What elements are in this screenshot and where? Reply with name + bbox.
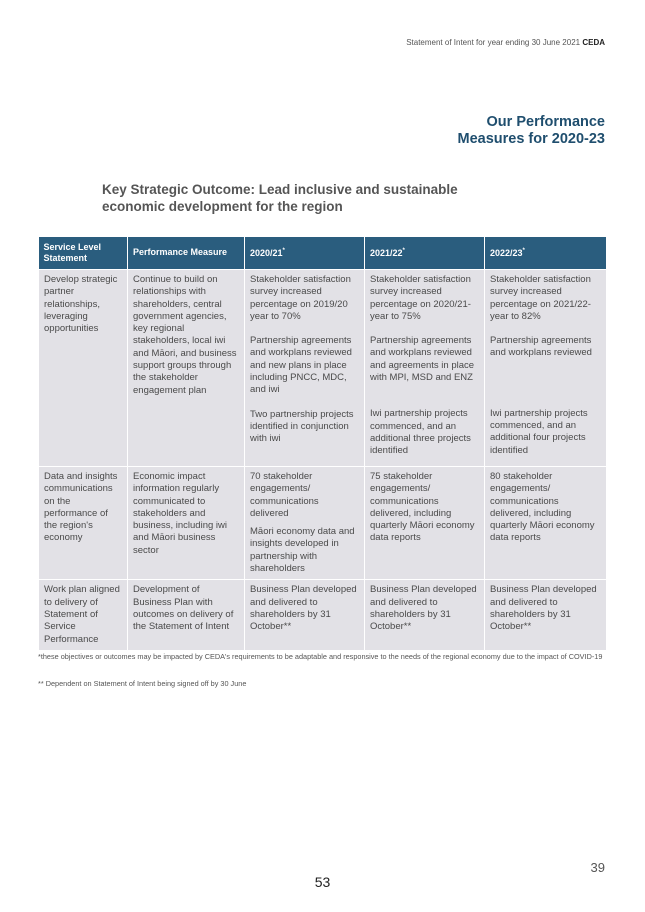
col-header-y1: 2020/21* <box>245 237 365 270</box>
col-header-y2: 2021/22* <box>365 237 485 270</box>
table-row <box>39 270 607 467</box>
cell-service: Develop strategic partner relationships, leveraging opportunities <box>39 270 128 467</box>
table-header-row <box>39 237 607 270</box>
cell-measure: Economic impact information regularly communicated to stakeholders and business, including iwi and Māori business sector <box>128 467 245 580</box>
page-title-line1: Our Performance <box>486 114 605 130</box>
page-number-right: 39 <box>590 860 605 875</box>
page-number-center: 53 <box>314 874 331 890</box>
cell-y2: Business Plan developed and delivered to shareholders by 31 October** <box>365 580 485 650</box>
strategic-outcome-heading: Key Strategic Outcome: Lead inclusive and sustainable economic development for the region <box>102 182 458 214</box>
cell-y2: 75 stakeholder engagements/ communications delivered, including quarterly Māori economy data reports <box>365 467 485 580</box>
cell-y3: Stakeholder satisfaction survey increased percentage on 2021/22-year to 82% Partnership agreements and workplans reviewed Iwi partnership projects commenced, and an additional four projects identified <box>485 270 607 467</box>
cell-y3: 80 stakeholder engagements/ communications delivered, including quarterly Māori economy data reports <box>485 467 607 580</box>
footnote-covid: *these objectives or outcomes may be impacted by CEDA's requirements to be adaptable and responsive to the needs of the regional economy due to the impact of COVID-19 <box>38 652 603 661</box>
table-row <box>39 580 607 650</box>
page-title <box>458 114 606 148</box>
col-header-y3: 2022/23* <box>485 237 607 270</box>
cell-y1: Stakeholder satisfaction survey increased percentage on 2019/20 year to 70% Partnership agreements and workplans reviewed and new plans in place including PNCC, MDC, and iwi Two partnership projects identified in conjunction with iwi <box>245 270 365 467</box>
cell-measure: Development of Business Plan with outcomes on delivery of the Statement of Intent <box>128 580 245 650</box>
cell-y3: Business Plan developed and delivered to shareholders by 31 October** <box>485 580 607 650</box>
cell-service: Work plan aligned to delivery of Statement of Service Performance <box>39 580 128 650</box>
cell-y1: Business Plan developed and delivered to shareholders by 31 October** <box>245 580 365 650</box>
table-row <box>39 467 607 580</box>
page-title-line2: Measures for 2020-23 <box>457 131 605 147</box>
col-header-measure: Performance Measure <box>128 237 245 270</box>
cell-y2: Stakeholder satisfaction survey increased percentage on 2020/21-year to 75% Partnership agreements and workplans reviewed and agreements in place with MPI, MSD and ENZ Iwi partnership projects commenced, and an additional three projects identified <box>365 270 485 467</box>
cell-y1: 70 stakeholder engagements/ communications delivered Māori economy data and insights developed in partnership with shareholders <box>245 467 365 580</box>
cell-service: Data and insights communications on the performance of the region's economy <box>39 467 128 580</box>
running-header-title: Statement of Intent for year ending 30 June 2021 <box>406 38 581 47</box>
performance-measures-table <box>38 237 607 651</box>
running-header <box>406 38 605 47</box>
running-header-org: CEDA <box>582 38 605 47</box>
footnote-signoff: ** Dependent on Statement of Intent being signed off by 30 June <box>38 679 247 688</box>
col-header-service: Service Level Statement <box>39 237 128 270</box>
cell-measure: Continue to build on relationships with shareholders, central government agencies, key regional stakeholders, local iwi and Māori, and business support groups through the stakeholder engagement plan <box>128 270 245 467</box>
